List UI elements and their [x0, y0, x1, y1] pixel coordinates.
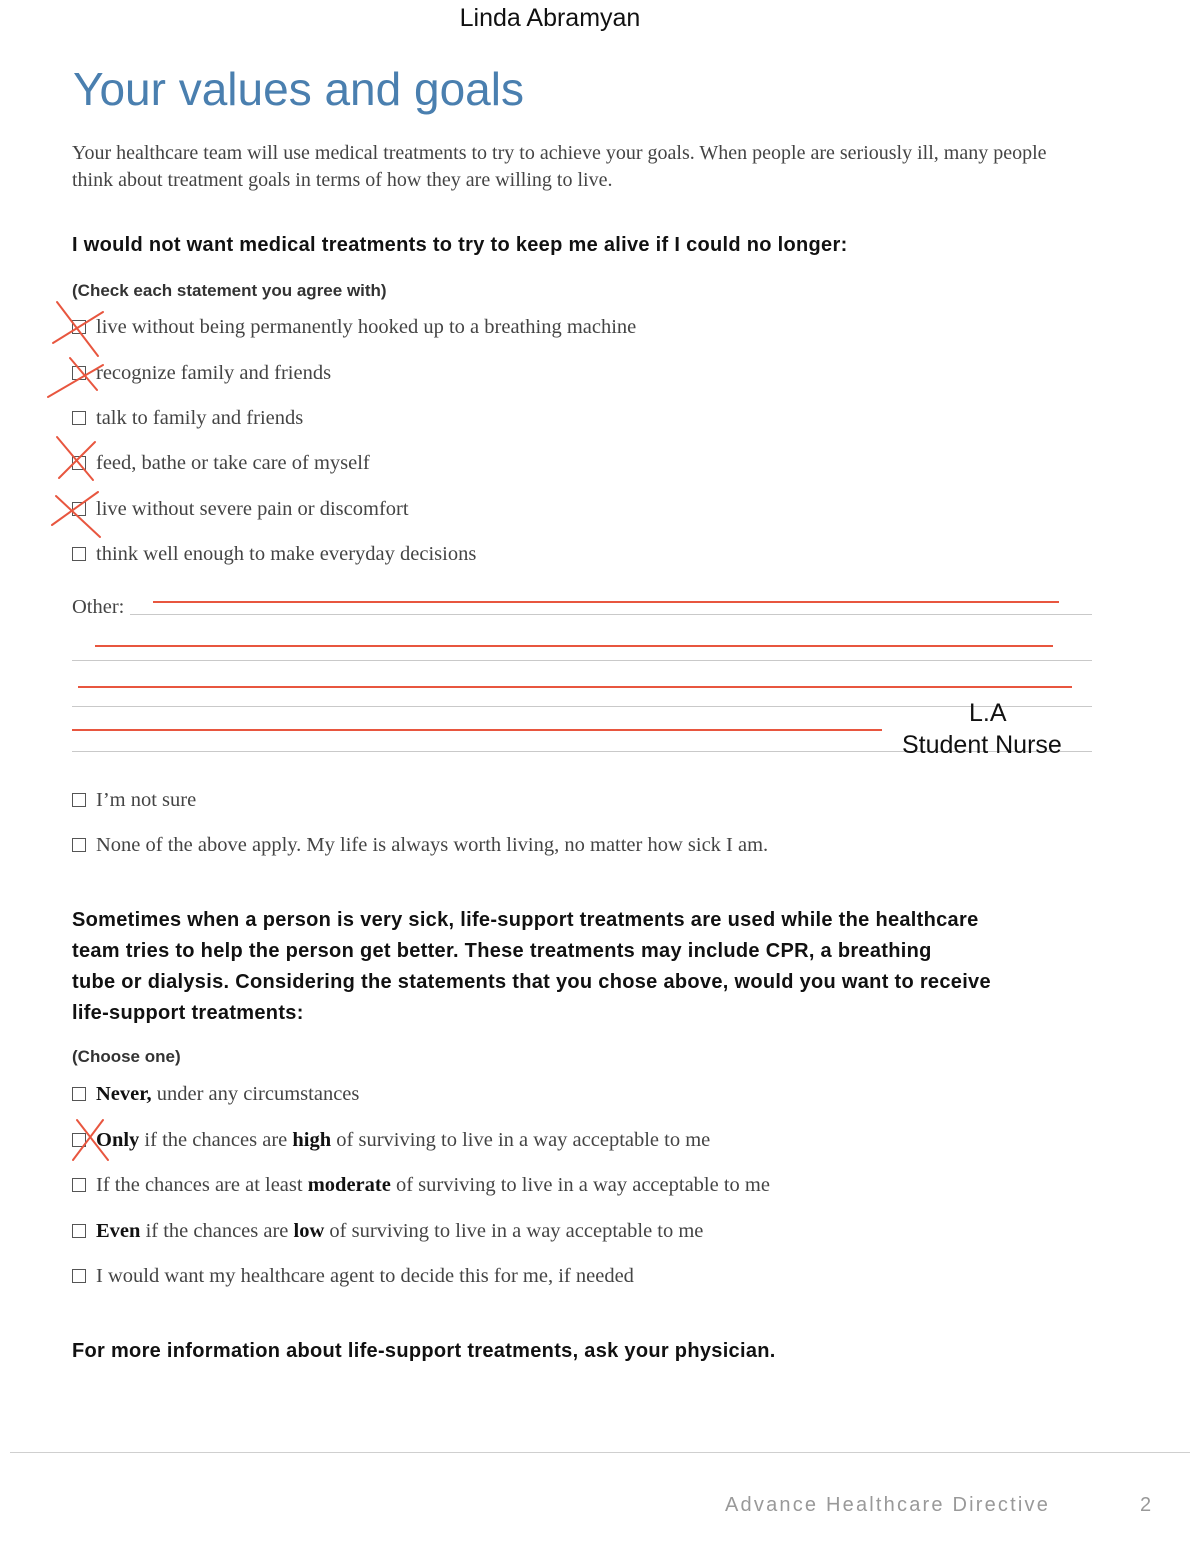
- option-none-apply[interactable]: [72, 830, 768, 860]
- option-label: I’m not sure: [96, 788, 197, 811]
- option-label: None of the above apply. My life is always worth living, no matter how sick I am.: [96, 833, 769, 856]
- checkbox[interactable]: [72, 1087, 86, 1101]
- checkbox[interactable]: [72, 838, 86, 852]
- choice-agent-decide[interactable]: [72, 1261, 634, 1291]
- checkbox[interactable]: [72, 411, 86, 425]
- section2-question: [72, 905, 1072, 1029]
- choice-label: I would want my healthcare agent to decide this for me, if needed: [96, 1264, 634, 1287]
- intro-paragraph: Your healthcare team will use medical treatments to try to achieve your goals. When people are seriously ill, many people think about treatment goals in terms of how they are willing to live.: [72, 142, 1047, 191]
- checkbox[interactable]: [72, 320, 86, 334]
- choice-moderate[interactable]: [72, 1170, 770, 1200]
- checkbox[interactable]: [72, 1178, 86, 1192]
- option-label: recognize family and friends: [96, 361, 332, 384]
- page-number: 2: [1140, 1494, 1152, 1516]
- checkbox[interactable]: [72, 547, 86, 561]
- section2-question-line: team tries to help the person get better. These treatments may include CPR, a breathing: [72, 940, 932, 962]
- option-self-care[interactable]: [72, 448, 370, 478]
- option-recognize-family[interactable]: [72, 358, 331, 388]
- section2-instruction: (Choose one): [72, 1047, 181, 1066]
- page-title: Your values and goals: [73, 63, 524, 115]
- section1-question-bold: could no longer:: [686, 234, 848, 256]
- section1-question: [72, 230, 848, 261]
- other-label: Other:: [72, 596, 125, 618]
- choice-even-low[interactable]: [72, 1216, 703, 1246]
- checkbox[interactable]: [72, 1133, 86, 1147]
- option-severe-pain[interactable]: [72, 494, 409, 524]
- option-talk-family[interactable]: [72, 403, 303, 433]
- other-line-3[interactable]: [72, 706, 1092, 707]
- section2-question-line: tube or dialysis. Considering the statements that you chose above, would you want to receive: [72, 971, 991, 993]
- option-label: think well enough to make everyday decisions: [96, 542, 477, 565]
- red-strike-line: [95, 645, 1053, 647]
- choice-never[interactable]: [72, 1079, 359, 1109]
- checkbox[interactable]: [72, 793, 86, 807]
- choice-label: Never, under any circumstances: [96, 1082, 360, 1105]
- choice-label: Even if the chances are low of surviving to live in a way acceptable to me: [96, 1219, 704, 1242]
- other-line-1[interactable]: [130, 614, 1092, 615]
- choice-label: Only if the chances are high of surviving to live in a way acceptable to me: [96, 1128, 711, 1151]
- option-decisions[interactable]: [72, 539, 476, 569]
- closing-note: For more information about life-support treatments, ask your physician.: [72, 1340, 776, 1362]
- section1-question-text: I would not want medical treatments to try to keep me alive if I: [72, 234, 687, 256]
- footer-document-title: Advance Healthcare Directive: [725, 1494, 1051, 1516]
- footer-divider: [10, 1452, 1190, 1453]
- annotation-initials: L.A: [969, 699, 1007, 727]
- option-breathing-machine[interactable]: [72, 312, 636, 342]
- checkbox[interactable]: [72, 502, 86, 516]
- checkbox[interactable]: [72, 1269, 86, 1283]
- checkbox[interactable]: [72, 1224, 86, 1238]
- red-strike-line: [153, 601, 1059, 603]
- option-label: live without severe pain or discomfort: [96, 497, 409, 520]
- choice-only-high[interactable]: [72, 1125, 710, 1155]
- checkbox[interactable]: [72, 366, 86, 380]
- section2-question-line: Sometimes when a person is very sick, life-support treatments are used while the healthcare: [72, 909, 979, 931]
- option-label: live without being permanently hooked up to a breathing machine: [96, 315, 637, 338]
- option-not-sure[interactable]: [72, 785, 196, 815]
- option-label: talk to family and friends: [96, 406, 304, 429]
- handwritten-name-annotation: Linda Abramyan: [459, 4, 641, 32]
- option-label: feed, bathe or take care of myself: [96, 451, 370, 474]
- checkbox[interactable]: [72, 456, 86, 470]
- red-strike-line: [72, 729, 882, 731]
- choice-label: If the chances are at least moderate of surviving to live in a way acceptable to me: [96, 1173, 770, 1196]
- annotation-role: Student Nurse: [902, 731, 1062, 759]
- section1-instruction: (Check each statement you agree with): [72, 281, 387, 300]
- red-strike-line: [78, 686, 1072, 688]
- section2-question-line: life-support treatments:: [72, 1002, 304, 1024]
- other-line-2[interactable]: [72, 660, 1092, 661]
